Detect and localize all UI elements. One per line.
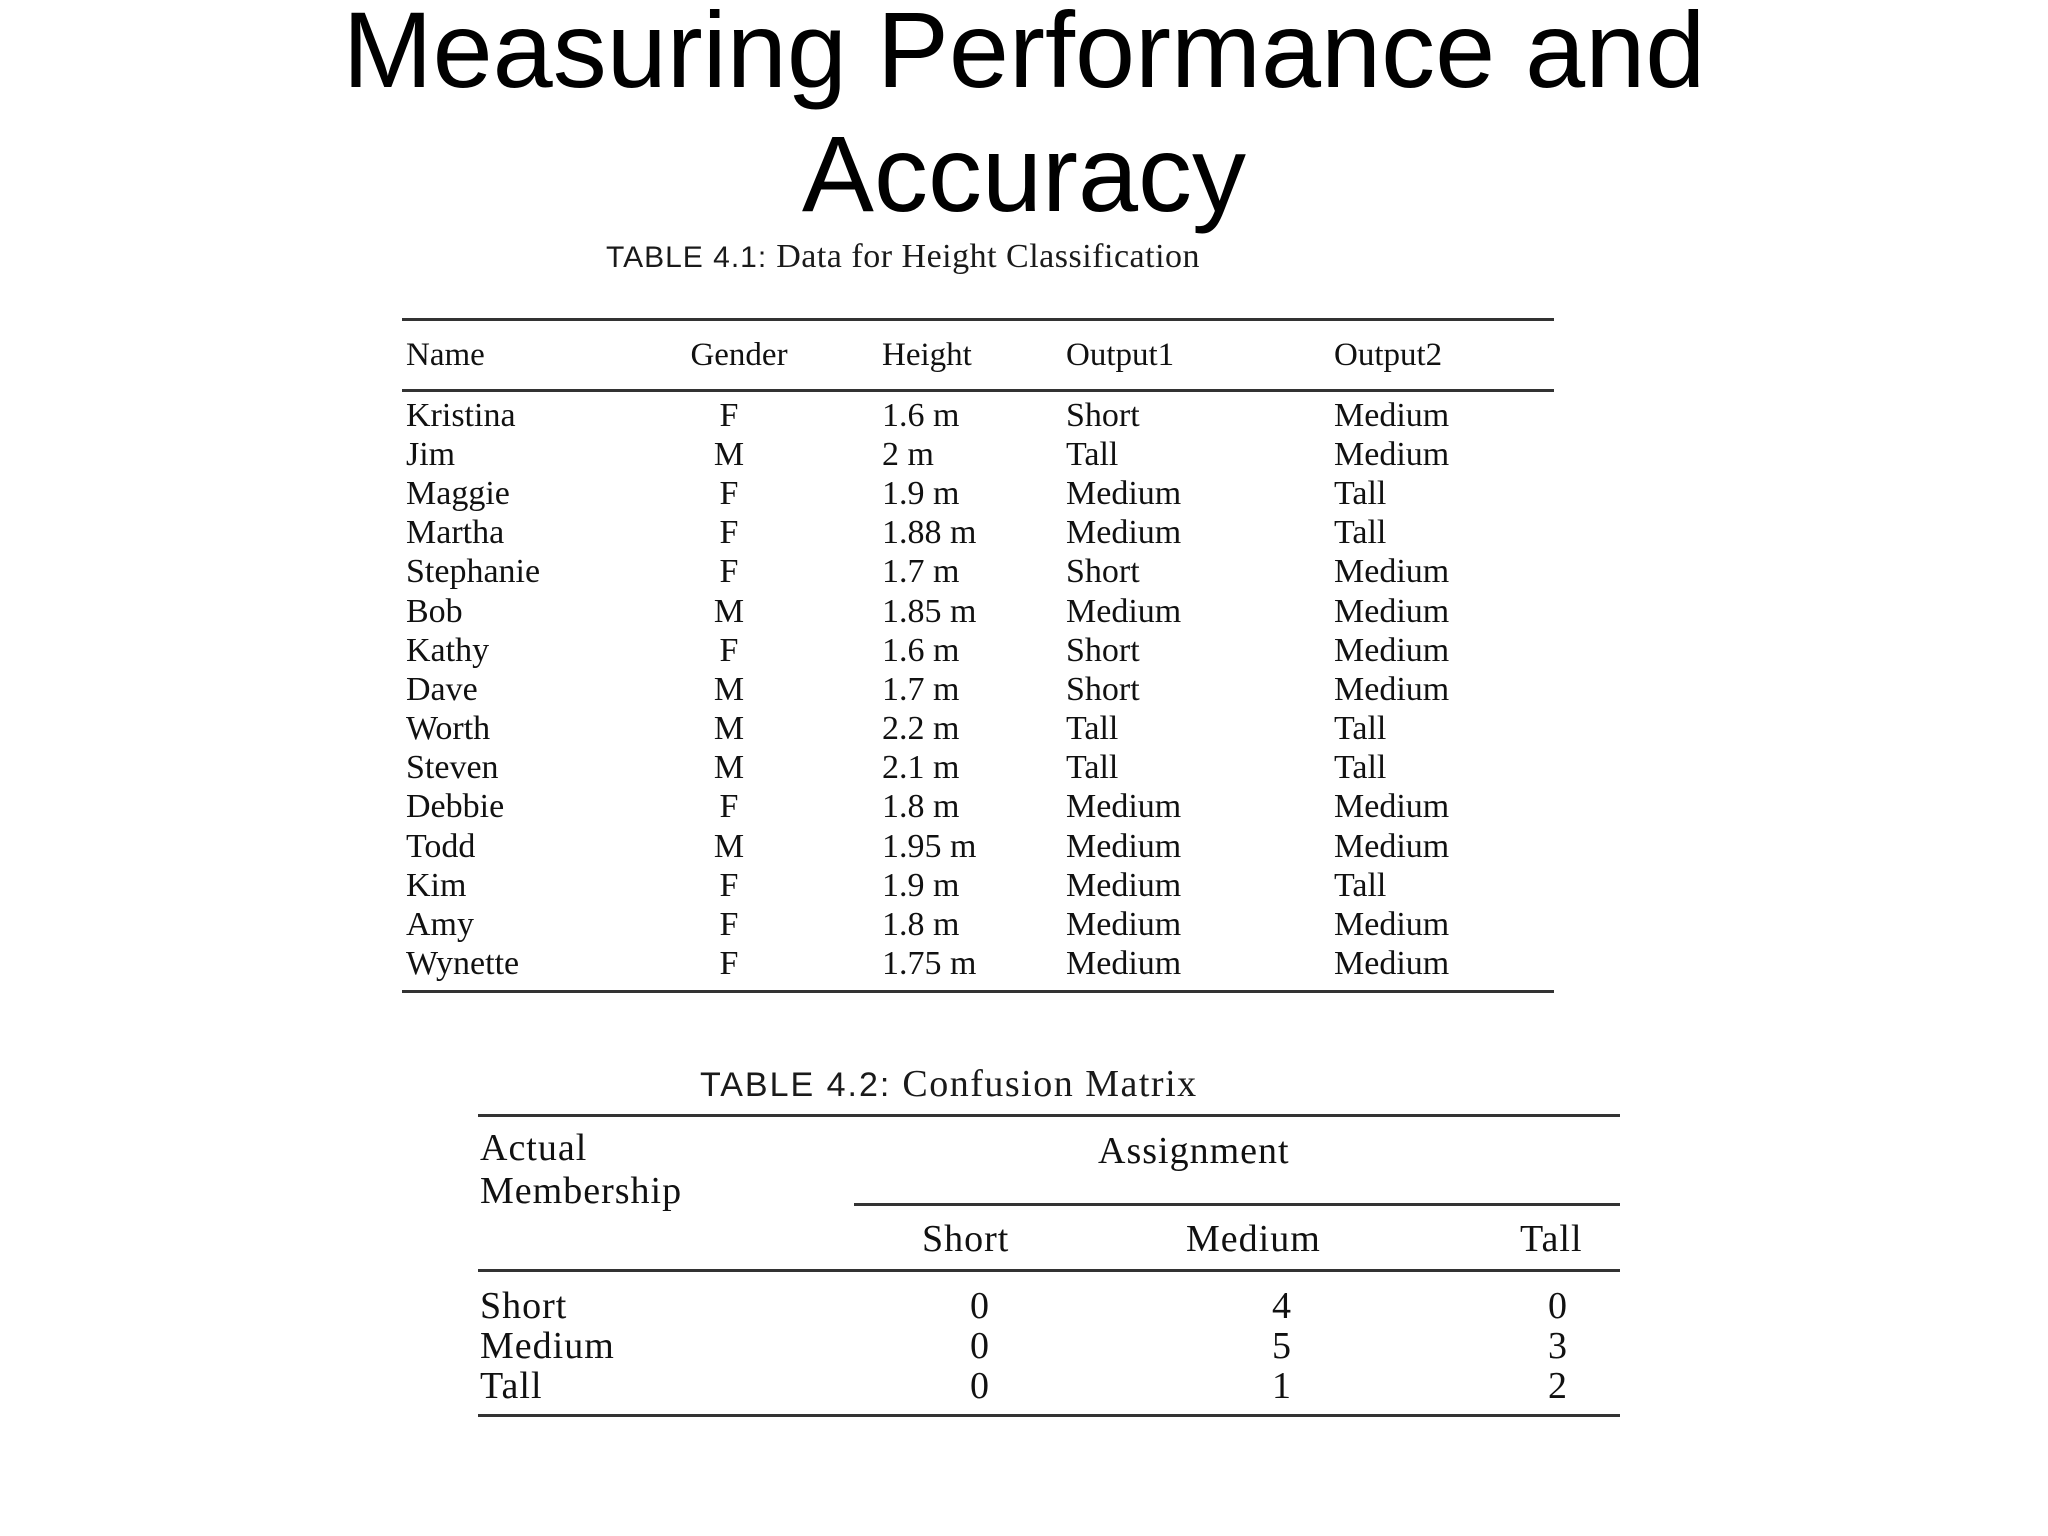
table2-body bbox=[478, 1272, 1620, 1414]
table1-cell-height: 1.8 m bbox=[882, 788, 960, 826]
table2-group-header: Assignment bbox=[1098, 1130, 1290, 1172]
table2-cell-short: 0 bbox=[970, 1365, 990, 1407]
table2-row-label: Medium bbox=[480, 1325, 615, 1367]
table1-cell-gender: M bbox=[713, 827, 745, 865]
table2-cell-tall: 2 bbox=[1548, 1365, 1568, 1407]
table1-cell-output1: Medium bbox=[1066, 906, 1182, 944]
height-data-table bbox=[402, 318, 1554, 993]
slide-title-line-1: Measuring Performance and bbox=[342, 0, 1706, 110]
table1-cell-name: Maggie bbox=[406, 474, 510, 512]
table1-cell-output1: Short bbox=[1066, 396, 1140, 434]
table-row bbox=[402, 905, 1554, 944]
slide-title-line-2: Accuracy bbox=[801, 113, 1247, 234]
table2-cell-tall: 0 bbox=[1548, 1285, 1568, 1327]
table1-cell-height: 1.85 m bbox=[882, 592, 977, 630]
table1-cell-height: 2.2 m bbox=[882, 710, 960, 748]
table1-cell-height: 1.8 m bbox=[882, 906, 960, 944]
table1-cell-output1: Short bbox=[1066, 553, 1140, 591]
table1-cell-gender: M bbox=[713, 670, 745, 708]
table2-caption bbox=[700, 1062, 1198, 1106]
table-row bbox=[402, 788, 1554, 827]
table1-cell-height: 1.88 m bbox=[882, 514, 977, 552]
table1-cell-name: Kathy bbox=[406, 631, 490, 669]
table-row bbox=[402, 553, 1554, 592]
table1-cell-gender: F bbox=[719, 906, 739, 944]
table1-cell-gender: M bbox=[713, 435, 745, 473]
table1-cell-output1: Tall bbox=[1066, 710, 1119, 748]
table2-cell-tall: 3 bbox=[1548, 1325, 1568, 1367]
table2-header bbox=[478, 1117, 1620, 1269]
table1-cell-gender: F bbox=[719, 866, 739, 904]
table1-cell-output2: Medium bbox=[1334, 788, 1450, 826]
table2-col-short: Short bbox=[922, 1218, 1010, 1260]
table1-cell-output1: Medium bbox=[1066, 866, 1182, 904]
table2-cell-short: 0 bbox=[970, 1325, 990, 1367]
table1-cell-name: Amy bbox=[406, 906, 474, 944]
table1-cell-height: 1.75 m bbox=[882, 945, 977, 983]
table-row bbox=[402, 827, 1554, 866]
table1-body bbox=[402, 392, 1554, 990]
table1-cell-height: 1.6 m bbox=[882, 631, 960, 669]
table-row bbox=[402, 592, 1554, 631]
table1-cell-name: Wynette bbox=[406, 945, 520, 983]
table1-cell-output1: Medium bbox=[1066, 945, 1182, 983]
table-row bbox=[402, 670, 1554, 709]
table1-cell-height: 1.7 m bbox=[882, 670, 960, 708]
table1-cell-output1: Medium bbox=[1066, 827, 1182, 865]
table2-row-header-line1: Actual bbox=[480, 1127, 588, 1169]
table-row bbox=[478, 1284, 1620, 1327]
table1-cell-height: 1.7 m bbox=[882, 553, 960, 591]
table1-cell-output2: Tall bbox=[1334, 866, 1387, 904]
table1-cell-name: Kristina bbox=[406, 396, 516, 434]
table1-cell-gender: M bbox=[713, 592, 745, 630]
table1-cell-height: 1.6 m bbox=[882, 396, 960, 434]
table1-cell-gender: F bbox=[719, 474, 739, 512]
table1-cell-output1: Tall bbox=[1066, 749, 1119, 787]
table1-cell-output1: Medium bbox=[1066, 514, 1182, 552]
table2-col-tall: Tall bbox=[1520, 1218, 1583, 1260]
table-row bbox=[402, 710, 1554, 749]
table1-cell-output1: Short bbox=[1066, 670, 1140, 708]
table-row bbox=[402, 435, 1554, 474]
table-row bbox=[402, 631, 1554, 670]
table1-cell-name: Dave bbox=[406, 670, 478, 708]
table1-cell-output1: Short bbox=[1066, 631, 1140, 669]
table1-cell-gender: F bbox=[719, 514, 739, 552]
table1-cell-output1: Tall bbox=[1066, 435, 1119, 473]
table1-cell-name: Jim bbox=[406, 435, 456, 473]
table1-cell-gender: F bbox=[719, 945, 739, 983]
table1-header-row bbox=[402, 321, 1554, 389]
table1-cell-height: 2 m bbox=[882, 435, 934, 473]
table2-row-label: Tall bbox=[480, 1365, 543, 1407]
table1-caption-label: TABLE 4.1: bbox=[606, 241, 768, 274]
table2-row-header-line2: Membership bbox=[480, 1170, 683, 1212]
table2-cell-short: 0 bbox=[970, 1285, 990, 1327]
table1-header-name: Name bbox=[406, 336, 485, 373]
table1-cell-gender: F bbox=[719, 788, 739, 826]
table1-cell-output2: Tall bbox=[1334, 514, 1387, 552]
table2-col-medium: Medium bbox=[1186, 1218, 1321, 1260]
table1-caption bbox=[606, 238, 1200, 276]
table-row bbox=[402, 866, 1554, 905]
table1-header-gender: Gender bbox=[690, 336, 788, 373]
table1-cell-height: 1.9 m bbox=[882, 866, 960, 904]
table1-cell-output2: Medium bbox=[1334, 631, 1450, 669]
table2-group-rule bbox=[854, 1203, 1620, 1206]
table1-cell-gender: F bbox=[719, 631, 739, 669]
table1-cell-name: Worth bbox=[406, 710, 491, 748]
table1-header-height: Height bbox=[882, 336, 972, 373]
confusion-matrix-table bbox=[478, 1114, 1620, 1417]
table-row bbox=[402, 945, 1554, 984]
table1-header-output1: Output1 bbox=[1066, 336, 1175, 373]
table-row bbox=[402, 514, 1554, 553]
table1-caption-text: Data for Height Classification bbox=[776, 238, 1201, 275]
table1-cell-name: Bob bbox=[406, 592, 463, 630]
table1-cell-output1: Medium bbox=[1066, 788, 1182, 826]
table1-cell-output2: Medium bbox=[1334, 435, 1450, 473]
table1-cell-gender: M bbox=[713, 749, 745, 787]
table1-cell-output2: Tall bbox=[1334, 749, 1387, 787]
table-row bbox=[402, 396, 1554, 435]
table2-cell-medium: 4 bbox=[1272, 1285, 1292, 1327]
table2-caption-label: TABLE 4.2: bbox=[700, 1066, 892, 1104]
table1-header-output2: Output2 bbox=[1334, 336, 1443, 373]
table2-row-header bbox=[480, 1127, 682, 1213]
table2-caption-text: Confusion Matrix bbox=[902, 1063, 1198, 1105]
table1-cell-output2: Medium bbox=[1334, 906, 1450, 944]
table1-cell-output2: Medium bbox=[1334, 945, 1450, 983]
table1-cell-height: 1.9 m bbox=[882, 474, 960, 512]
table-row bbox=[478, 1364, 1620, 1407]
table1-cell-gender: F bbox=[719, 553, 739, 591]
table1-cell-name: Steven bbox=[406, 749, 499, 787]
table1-cell-output2: Tall bbox=[1334, 474, 1387, 512]
table1-cell-height: 2.1 m bbox=[882, 749, 960, 787]
table1-cell-output2: Medium bbox=[1334, 670, 1450, 708]
table-row bbox=[478, 1324, 1620, 1367]
table1-cell-output1: Medium bbox=[1066, 592, 1182, 630]
table2-bottom-rule bbox=[478, 1414, 1620, 1417]
table1-cell-name: Todd bbox=[406, 827, 476, 865]
table1-cell-gender: F bbox=[719, 396, 739, 434]
table-row bbox=[402, 474, 1554, 513]
table1-bottom-rule bbox=[402, 990, 1554, 993]
table1-cell-name: Kim bbox=[406, 866, 467, 904]
table2-row-label: Short bbox=[480, 1285, 568, 1327]
table1-cell-output2: Medium bbox=[1334, 827, 1450, 865]
table1-cell-output2: Medium bbox=[1334, 592, 1450, 630]
slide-title bbox=[0, 0, 2048, 236]
table1-cell-height: 1.95 m bbox=[882, 827, 977, 865]
table2-cell-medium: 5 bbox=[1272, 1325, 1292, 1367]
table2-cell-medium: 1 bbox=[1272, 1365, 1292, 1407]
table1-cell-name: Debbie bbox=[406, 788, 505, 826]
table1-cell-name: Martha bbox=[406, 514, 505, 552]
table1-cell-output2: Medium bbox=[1334, 396, 1450, 434]
table1-cell-output1: Medium bbox=[1066, 474, 1182, 512]
table1-cell-gender: M bbox=[713, 710, 745, 748]
table1-cell-output2: Medium bbox=[1334, 553, 1450, 591]
table-row bbox=[402, 749, 1554, 788]
table1-cell-name: Stephanie bbox=[406, 553, 541, 591]
table1-cell-output2: Tall bbox=[1334, 710, 1387, 748]
